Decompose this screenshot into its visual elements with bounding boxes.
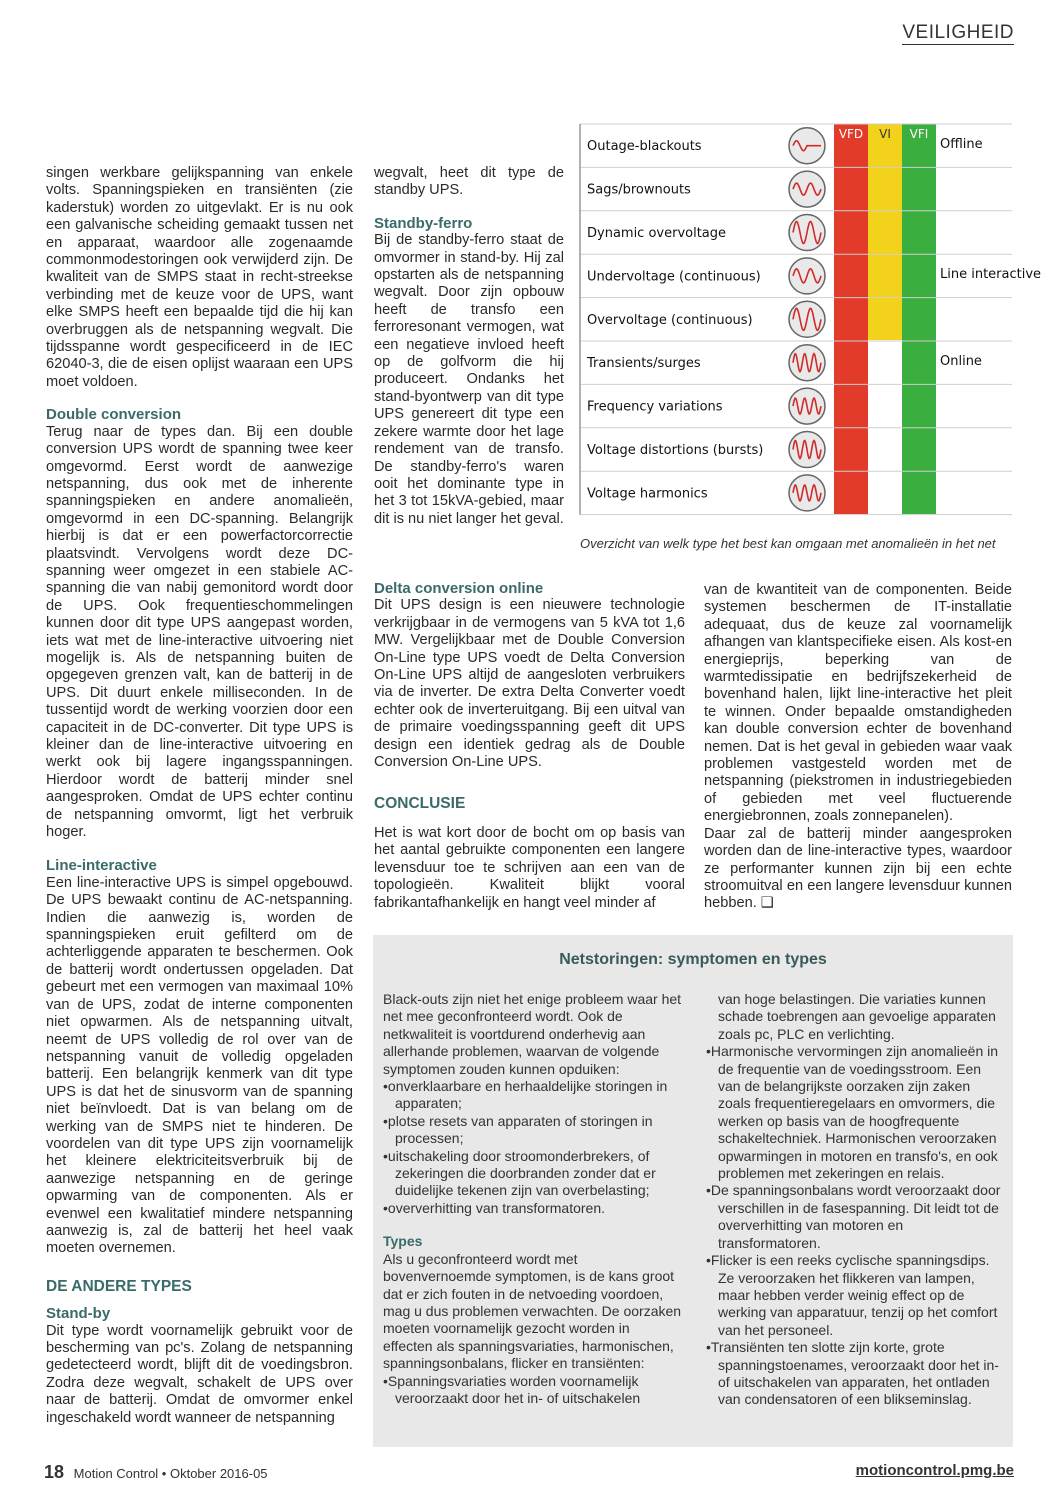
bullet-item: •oververhitting van transformatoren. — [383, 1199, 606, 1216]
figure-caption: Overzicht van welk type het best kan omgaan met anomalieën in het net — [580, 536, 996, 551]
bar-label-vfi: VFI — [909, 127, 929, 141]
paragraph: Dit type wordt voornamelijk gebruikt voor de bescherming van pc's. Zolang de netspanning gedetecteerd wordt, blijft dit de voedingsbron. Zodra deze wegvalt, schakelt de UPS over naar de batterij. Omdat de omvormer enkel ingeschakeld wordt wanneer de netspanning — [46, 1322, 353, 1426]
paragraph: wegvalt, heet dit type de standby UPS. — [374, 165, 564, 199]
row-label: Overvoltage (continuous) — [587, 312, 753, 328]
row-label: Transients/surges — [587, 356, 701, 372]
row-label: Dynamic overvoltage — [587, 226, 727, 241]
paragraph: Bij de standby-ferro staat de omvormer in stand-by. Hij zal opstarten als de netspanning wegvalt. Door zijn opbouw heeft de transfo een ferroresonant vermogen, wat een negatieve invloed heeft op de golfvorm die hij produceert. Ondanks het stand-byontwerp van dit type UPS genereert dit type een zekere warmte door het lage rendement van de transfo. De standby-ferro's waren ooit het dominante type in het 3 tot 15kVA-gebied, maar dit is nu niet langer het geval. — [374, 232, 564, 527]
paragraph: van de kwantiteit van de componenten. Beide systemen beschermen de IT-installatie adequaat, dus de keuze zal voornamelijk afhangen van klantspecifieke eisen. Als kost-en energieprijs, beperking van de warmtedissipatie en bedrijfszekerheid de bovenhand halen, lijkt line-interactive het pleit te winnen. Onder bepaalde omstandigheden kan double conversion echter de bovenhand nemen. Dat is het geval in gebieden waar vaak problemen vastgesteld worden met de netspanning (piekstromen in industriegebieden of gebieden met veel fluctuerende energiebronnen, zoals zonnepanelen). — [704, 582, 1012, 825]
bullet-item: •Flicker is een reeks cyclische spanningsdips. Ze veroorzaken het flikkeren van lampen, maar hebben verder weinig effect op de werking van apparatuur, tenzij op het comfort van het personeel. — [706, 1252, 998, 1338]
bullet-item: •plotse resets van apparaten of storingen in processen; — [383, 1112, 653, 1147]
heading-double-conversion: Double conversion — [46, 406, 182, 424]
box-column-left — [383, 991, 683, 1407]
type-label-line-interactive: Line interactive — [940, 267, 1042, 282]
bullet-item: •onverklaarbare en herhaaldelijke storingen in apparaten; — [383, 1078, 668, 1112]
bullet-item: •Harmonische vervormingen zijn anomalieën in de frequentie van de voedingsstroom. Een van de belangrijkste oorzaken zijn zaken zoals frequentieregelaars en omvormers, die werken op basis van de hoogfrequente schakeltechniek. Harmonischen veroorzaken opwarmingen in motoren en transfo's, en ook problemen met zekeringen en relais. — [706, 1043, 999, 1182]
column-2 — [374, 165, 564, 528]
vfi-bar — [902, 124, 936, 514]
paragraph: Terug naar de types dan. Bij een double conversion UPS wordt de spanning twee keer omgevormd. Eerst wordt de aanwezige netspanning, dus ook met de inherente spanningspieken en andere anomalieën, omgevormd in een DC-spanning. Belangrijk hierbij is dat er een powerfactorcorrectie plaatsvindt. Vervolgens wordt deze DC-spanning weer omgezet in een stabiele AC-spanning die van nabij gemonitord wordt door de UPS. Ook frequentieschommelingen kunnen door dit type UPS aangepast worden, iets wat met de line-interactive uitvoering niet mogelijk is. Als de netspanning buiten de opgegeven grenzen valt, kan de batterij in de UPS. Dit duurt enkele milliseconden. In de tussentijd wordt de werking voorzien door een capaciteit in de DC-converter. Dit type UPS is kleiner dan de line-interactive uitvoering en werkt ook bij lagere ingangsspanningen. Hierdoor wordt de batterij minder snel aangesproken. Omdat de UPS echter continu de netspanning omvormt, ligt het verbruik hoger. — [46, 423, 353, 841]
box-title: Netstoringen: symptomen en types — [559, 951, 827, 968]
page-number: 18 — [44, 1462, 65, 1482]
column-3 — [374, 580, 685, 912]
vfd-bar — [834, 124, 868, 514]
box-intro: Black-outs zijn niet het enige probleem waar het net mee geconfronteerd wordt. Ook de netkwaliteit is voortdurend onderhevig aan allerhande problemen, waarvan de volgende symptomen zouden kunnen opduiken: — [383, 991, 682, 1077]
sidebar-box — [373, 935, 1013, 1447]
box-paragraph: van hoge belastingen. Die variaties kunnen schade toebrengen aan gevoelige apparaten zoals pc, PLC en verlichting. — [718, 991, 996, 1042]
heading-delta: Delta conversion online — [374, 580, 544, 597]
box-heading-types: Types — [383, 1233, 423, 1250]
bar-label-vfd: VFD — [838, 127, 864, 141]
magazine-name: Motion Control • Oktober 2016-05 — [73, 1466, 268, 1481]
box-paragraph: Als u geconfronteerd wordt met bovenvernoemde symptomen, is de kans groot dat er zich fouten in de netvoeding voordoen, mag u dus problemen verwachten. De oorzaken moeten voornamelijk gezocht worden in effecten als spanningsvariaties, harmonischen, spanningsonbalans, flicker en transiënten: — [383, 1250, 682, 1372]
footer-url[interactable]: motioncontrol.pmg.be — [855, 1462, 1014, 1479]
bullet-item: •Transiënten ten slotte zijn korte, grote spanningstoenames, veroorzaakt door het in- of uitschakelen van apparaten, het ontladen van condensatoren of een blikseminslag. — [706, 1339, 999, 1408]
heading-line-interactive: Line-interactive — [46, 857, 157, 875]
heading-andere-types: DE ANDERE TYPES — [46, 1277, 192, 1295]
row-label: Sags/brownouts — [587, 182, 691, 198]
bullet-item: •De spanningsonbalans wordt veroorzaakt door verschillen in de fasespanning. Dit leidt tot de oververhitting van motoren en transformatoren. — [706, 1182, 1001, 1251]
section-tag: VEILIGHEID — [902, 22, 1014, 43]
bullet-item: •uitschakeling door stroomonderbrekers, of zekeringen die doorbranden zonder dat er duidelijke tekenen zijn van overbelasting; — [383, 1147, 656, 1199]
bullet-item: •Spanningsvariaties worden voornamelijk veroorzaakt door het in- of uitschakelen — [383, 1372, 641, 1406]
paragraph: Het is wat kort door de bocht om op basis van het aantal gebruikte componenten een langere levensduur toe te schrijven aan een van de topologieën. Kwaliteit blijkt vooral fabrikantafhankelijk en hangt veel minder af — [374, 824, 685, 911]
paragraph: singen werkbare gelijkspanning van enkele volts. Spanningspieken en transiënten (zie kaderstuk) worden zo uitgevlakt. Er is nu ook een galvanische scheiding gemaakt tussen net en apparaat, waardoor alle zogenaamde commonmodestoringen ook verwijderd zijn. De kwaliteit van de SMPS staat in recht-streekse verbinding met de keuze voor de UPS, want elke SMPS heeft een bepaalde tijd die hij kan overbruggen als de netspanning wegvalt. Die tijdsspanne wordt gespecificeerd in de IEC 62040-3, die de eisen oplijst waaraan een UPS moet voldoen. — [46, 165, 353, 390]
ups-anomaly-figure — [580, 120, 1042, 520]
vi-bar — [868, 124, 902, 340]
heading-conclusie: CONCLUSIE — [374, 795, 466, 813]
type-label-offline: Offline — [940, 137, 983, 152]
paragraph: Daar zal de batterij minder aangesproken worden dan de line-interactive types, waardoor ze performanter kunnen zijn bij een echte stroomuitval en een langere levensduur kunnen hebben. ❑ — [704, 825, 1012, 912]
column-4 — [704, 582, 1012, 913]
box-column-right — [706, 991, 1004, 1409]
paragraph: Een line-interactive UPS is simpel opgebouwd. De UPS bewaakt continu de AC-netspanning. Indien die aanwezig is, worden de spanningspieken eruit gefilterd om de achterliggende apparaten te beschermen. Ook de batterij wordt ondertussen opgeladen. Dat gebeurt met een vermogen van maximaal 10% van de UPS, zodat de interne componenten niet opwarmen. Als de netspanning uitvalt, neemt de UPS volledig de rol over van de netspanning vanuit de volledig opgeladen batterij. Een belangrijk kenmerk van dit type UPS is dat het de sinusvorm van de spanning niet beïnvloedt. Dat is van belang om de werking van de SMPS niet te hinderen. De voordelen van dit type UPS zijn voornamelijk het kleinere elektriciteitsverbruik bij de aanwezige netspanning en de geringe opwarming van de componenten. Als er evenwel een kwalitatief mindere netspanning aanwezig is, zal de batterij het heel vaak moeten overnemen. — [46, 874, 353, 1257]
row-label: Undervoltage (continuous) — [587, 269, 761, 285]
row-label: Voltage harmonics — [587, 486, 708, 502]
row-label: Frequency variations — [587, 399, 723, 415]
bar-label-vi: VI — [879, 127, 891, 141]
footer-left — [44, 1462, 268, 1483]
heading-standby: Stand-by — [46, 1305, 111, 1323]
column-1 — [46, 165, 353, 1427]
heading-standby-ferro: Standby-ferro — [374, 214, 473, 232]
anomaly-chart-svg — [580, 120, 1042, 520]
row-label: Voltage distortions (bursts) — [587, 443, 764, 458]
paragraph: Dit UPS design is een nieuwere technologie verkrijgbaar in de vermogens van 5 kVA tot 1,6 MW. Vergelijkbaar met de Double Conversion On-Line type UPS voedt de Delta Conversion On-Line UPS altijd de aangesloten verbruikers via de inverter. De extra Delta Converter voedt echter ook de inverteruitgang. Bij een uitval van de primaire voedingsspanning geeft dit UPS design een identiek gedrag als de Double Conversion On-Line UPS. — [374, 597, 685, 771]
type-label-online: Online — [940, 354, 982, 369]
row-label: Outage-blackouts — [587, 139, 702, 155]
